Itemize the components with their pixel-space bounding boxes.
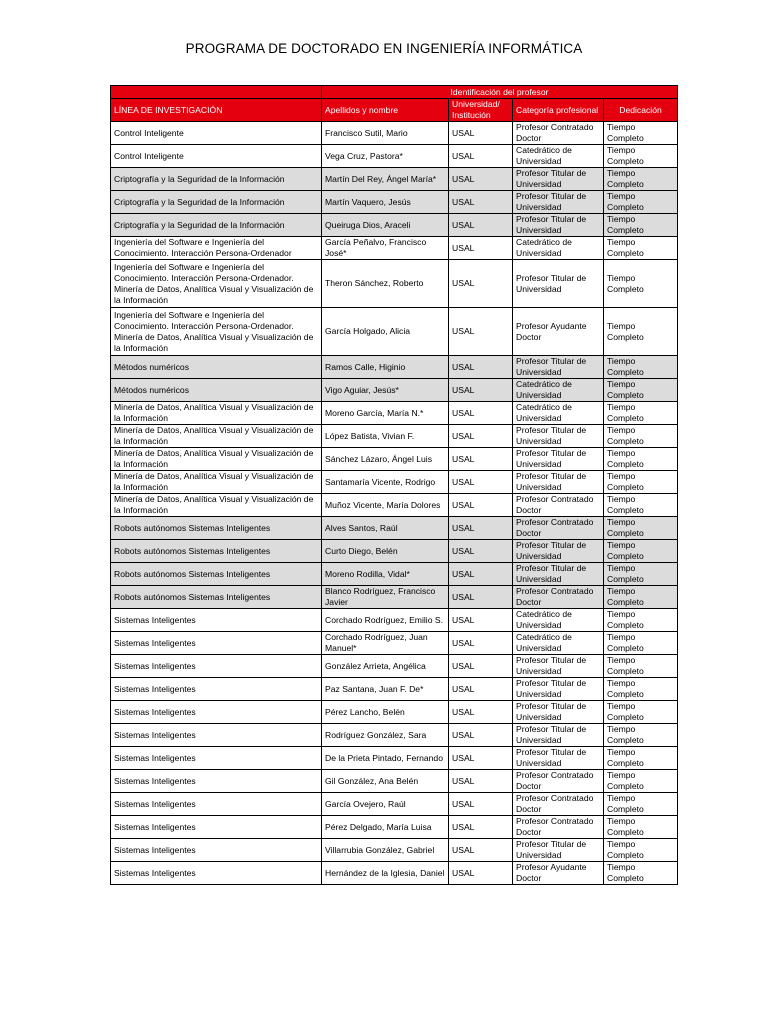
cell-universidad: USAL (449, 632, 513, 655)
cell-dedicacion: Tiempo Completo (604, 655, 678, 678)
cell-nombre: Pérez Lancho, Belén (322, 701, 449, 724)
cell-linea: Minería de Datos, Analítica Visual y Visualización de la Información (111, 494, 322, 517)
cell-nombre: Moreno García, María N.* (322, 402, 449, 425)
cell-dedicacion: Tiempo Completo (604, 237, 678, 260)
cell-categoria: Profesor Titular de Universidad (513, 701, 604, 724)
cell-categoria: Profesor Titular de Universidad (513, 214, 604, 237)
cell-categoria: Profesor Titular de Universidad (513, 356, 604, 379)
cell-nombre: Corchado Rodríguez, Juan Manuel* (322, 632, 449, 655)
table-row (111, 540, 678, 563)
cell-categoria: Profesor Titular de Universidad (513, 448, 604, 471)
cell-linea: Control Inteligente (111, 145, 322, 168)
table-row (111, 655, 678, 678)
cell-linea: Ingeniería del Software e Ingeniería del Conocimiento. Interacción Persona-Ordenador (111, 237, 322, 260)
cell-nombre: Theron Sánchez, Roberto (322, 260, 449, 308)
cell-linea: Criptografía y la Seguridad de la Información (111, 191, 322, 214)
cell-categoria: Profesor Titular de Universidad (513, 839, 604, 862)
cell-categoria: Catedrático de Universidad (513, 145, 604, 168)
cell-dedicacion: Tiempo Completo (604, 724, 678, 747)
cell-categoria: Profesor Contratado Doctor (513, 586, 604, 609)
cell-universidad: USAL (449, 168, 513, 191)
table-row (111, 632, 678, 655)
cell-nombre: Villarrubia González, Gabriel (322, 839, 449, 862)
table-row (111, 862, 678, 885)
cell-categoria: Profesor Contratado Doctor (513, 517, 604, 540)
cell-universidad: USAL (449, 191, 513, 214)
cell-dedicacion: Tiempo Completo (604, 517, 678, 540)
table-row (111, 747, 678, 770)
table-row (111, 793, 678, 816)
cell-nombre: López Batista, Vivian F. (322, 425, 449, 448)
cell-linea: Sistemas Inteligentes (111, 862, 322, 885)
cell-linea: Sistemas Inteligentes (111, 655, 322, 678)
cell-categoria: Profesor Contratado Doctor (513, 122, 604, 145)
cell-categoria: Profesor Titular de Universidad (513, 747, 604, 770)
cell-nombre: Vega Cruz, Pastora* (322, 145, 449, 168)
cell-linea: Sistemas Inteligentes (111, 701, 322, 724)
cell-dedicacion: Tiempo Completo (604, 402, 678, 425)
col-header-nombre: Apellidos y nombre (322, 99, 449, 122)
cell-linea: Métodos numéricos (111, 356, 322, 379)
cell-categoria: Profesor Ayudante Doctor (513, 862, 604, 885)
header-blank (111, 86, 322, 99)
cell-universidad: USAL (449, 494, 513, 517)
cell-categoria: Profesor Titular de Universidad (513, 724, 604, 747)
cell-universidad: USAL (449, 770, 513, 793)
cell-dedicacion: Tiempo Completo (604, 122, 678, 145)
cell-categoria: Profesor Ayudante Doctor (513, 308, 604, 356)
cell-nombre: Francisco Sutil, Mario (322, 122, 449, 145)
cell-universidad: USAL (449, 471, 513, 494)
cell-categoria: Catedrático de Universidad (513, 237, 604, 260)
header-group-identificacion: Identificación del profesor (322, 86, 678, 99)
cell-nombre: Blanco Rodríguez, Francisco Javier (322, 586, 449, 609)
cell-universidad: USAL (449, 586, 513, 609)
cell-linea: Ingeniería del Software e Ingeniería del Conocimiento. Interacción Persona-Ordenador. Minería de Datos, Analítica Visual y Visualización de la Información (111, 308, 322, 356)
page-title: PROGRAMA DE DOCTORADO EN INGENIERÍA INFORMÁTICA (185, 41, 583, 56)
cell-dedicacion: Tiempo Completo (604, 260, 678, 308)
cell-universidad: USAL (449, 655, 513, 678)
cell-linea: Robots autónomos Sistemas Inteligentes (111, 540, 322, 563)
cell-categoria: Catedrático de Universidad (513, 632, 604, 655)
cell-categoria: Profesor Contratado Doctor (513, 770, 604, 793)
cell-linea: Criptografía y la Seguridad de la Información (111, 168, 322, 191)
cell-linea: Sistemas Inteligentes (111, 816, 322, 839)
cell-nombre: García Peñalvo, Francisco José* (322, 237, 449, 260)
cell-linea: Ingeniería del Software e Ingeniería del Conocimiento. Interacción Persona-Ordenador. Minería de Datos, Analítica Visual y Visualización de la Información (111, 260, 322, 308)
cell-categoria: Profesor Titular de Universidad (513, 540, 604, 563)
cell-universidad: USAL (449, 701, 513, 724)
cell-nombre: Martín Del Rey, Ángel María* (322, 168, 449, 191)
cell-categoria: Profesor Titular de Universidad (513, 655, 604, 678)
cell-linea: Sistemas Inteligentes (111, 632, 322, 655)
cell-nombre: Rodríguez González, Sara (322, 724, 449, 747)
cell-nombre: Paz Santana, Juan F. De* (322, 678, 449, 701)
cell-linea: Sistemas Inteligentes (111, 724, 322, 747)
cell-linea: Sistemas Inteligentes (111, 793, 322, 816)
cell-universidad: USAL (449, 214, 513, 237)
cell-dedicacion: Tiempo Completo (604, 379, 678, 402)
cell-linea: Minería de Datos, Analítica Visual y Visualización de la Información (111, 425, 322, 448)
cell-nombre: Gil González, Ana Belén (322, 770, 449, 793)
table-row (111, 145, 678, 168)
col-header-categoria: Categoría profesional (513, 99, 604, 122)
cell-categoria: Profesor Contratado Doctor (513, 816, 604, 839)
cell-nombre: Vigo Aguiar, Jesús* (322, 379, 449, 402)
cell-universidad: USAL (449, 540, 513, 563)
table-row (111, 448, 678, 471)
cell-linea: Minería de Datos, Analítica Visual y Visualización de la Información (111, 448, 322, 471)
table-row (111, 724, 678, 747)
cell-nombre: Santamaría Vicente, Rodrigo (322, 471, 449, 494)
table-row (111, 191, 678, 214)
cell-categoria: Catedrático de Universidad (513, 402, 604, 425)
table-row (111, 308, 678, 356)
cell-dedicacion: Tiempo Completo (604, 701, 678, 724)
table-row (111, 402, 678, 425)
cell-categoria: Profesor Titular de Universidad (513, 563, 604, 586)
cell-dedicacion: Tiempo Completo (604, 839, 678, 862)
cell-dedicacion: Tiempo Completo (604, 494, 678, 517)
cell-dedicacion: Tiempo Completo (604, 678, 678, 701)
cell-dedicacion: Tiempo Completo (604, 862, 678, 885)
cell-dedicacion: Tiempo Completo (604, 632, 678, 655)
cell-linea: Robots autónomos Sistemas Inteligentes (111, 586, 322, 609)
cell-dedicacion: Tiempo Completo (604, 747, 678, 770)
cell-universidad: USAL (449, 747, 513, 770)
cell-linea: Sistemas Inteligentes (111, 609, 322, 632)
cell-nombre: Corchado Rodríguez, Emilio S. (322, 609, 449, 632)
cell-categoria: Profesor Titular de Universidad (513, 168, 604, 191)
table-row (111, 586, 678, 609)
cell-nombre: Martín Vaquero, Jesús (322, 191, 449, 214)
cell-universidad: USAL (449, 122, 513, 145)
table-row (111, 678, 678, 701)
cell-categoria: Profesor Titular de Universidad (513, 260, 604, 308)
cell-universidad: USAL (449, 145, 513, 168)
table-row (111, 237, 678, 260)
cell-dedicacion: Tiempo Completo (604, 770, 678, 793)
table-row (111, 168, 678, 191)
cell-nombre: De la Prieta Pintado, Fernando (322, 747, 449, 770)
cell-linea: Minería de Datos, Analítica Visual y Visualización de la Información (111, 471, 322, 494)
cell-nombre: Queiruga Dios, Araceli (322, 214, 449, 237)
professors-table (110, 85, 678, 885)
cell-linea: Robots autónomos Sistemas Inteligentes (111, 563, 322, 586)
table-row (111, 260, 678, 308)
cell-linea: Sistemas Inteligentes (111, 678, 322, 701)
cell-universidad: USAL (449, 237, 513, 260)
cell-nombre: Muñoz Vicente, María Dolores (322, 494, 449, 517)
cell-linea: Métodos numéricos (111, 379, 322, 402)
cell-categoria: Profesor Titular de Universidad (513, 471, 604, 494)
table-row (111, 563, 678, 586)
cell-universidad: USAL (449, 816, 513, 839)
cell-universidad: USAL (449, 678, 513, 701)
cell-dedicacion: Tiempo Completo (604, 214, 678, 237)
cell-dedicacion: Tiempo Completo (604, 471, 678, 494)
table-row (111, 214, 678, 237)
table-row (111, 356, 678, 379)
cell-dedicacion: Tiempo Completo (604, 586, 678, 609)
table-row (111, 122, 678, 145)
cell-nombre: Pérez Delgado, María Luisa (322, 816, 449, 839)
cell-linea: Minería de Datos, Analítica Visual y Visualización de la Información (111, 402, 322, 425)
col-header-universidad: Universidad/ Institución (449, 99, 513, 122)
cell-categoria: Profesor Titular de Universidad (513, 678, 604, 701)
cell-universidad: USAL (449, 448, 513, 471)
table-row (111, 471, 678, 494)
cell-nombre: González Arrieta, Angélica (322, 655, 449, 678)
cell-universidad: USAL (449, 402, 513, 425)
cell-categoria: Catedrático de Universidad (513, 609, 604, 632)
cell-dedicacion: Tiempo Completo (604, 191, 678, 214)
cell-dedicacion: Tiempo Completo (604, 609, 678, 632)
table-row (111, 701, 678, 724)
table-row (111, 379, 678, 402)
cell-universidad: USAL (449, 308, 513, 356)
cell-categoria: Profesor Contratado Doctor (513, 494, 604, 517)
cell-universidad: USAL (449, 839, 513, 862)
cell-nombre: Alves Santos, Raúl (322, 517, 449, 540)
cell-nombre: Hernández de la Iglesia, Daniel (322, 862, 449, 885)
cell-linea: Sistemas Inteligentes (111, 747, 322, 770)
cell-dedicacion: Tiempo Completo (604, 793, 678, 816)
cell-nombre: Moreno Rodilla, Vidal* (322, 563, 449, 586)
cell-dedicacion: Tiempo Completo (604, 448, 678, 471)
cell-dedicacion: Tiempo Completo (604, 168, 678, 191)
cell-universidad: USAL (449, 862, 513, 885)
cell-nombre: García Ovejero, Raúl (322, 793, 449, 816)
cell-universidad: USAL (449, 425, 513, 448)
cell-nombre: Sánchez Lázaro, Ángel Luis (322, 448, 449, 471)
cell-universidad: USAL (449, 356, 513, 379)
cell-categoria: Catedrático de Universidad (513, 379, 604, 402)
cell-universidad: USAL (449, 517, 513, 540)
cell-dedicacion: Tiempo Completo (604, 816, 678, 839)
cell-universidad: USAL (449, 609, 513, 632)
cell-dedicacion: Tiempo Completo (604, 145, 678, 168)
col-header-dedicacion: Dedicación (604, 99, 678, 122)
cell-categoria: Profesor Titular de Universidad (513, 191, 604, 214)
cell-linea: Sistemas Inteligentes (111, 770, 322, 793)
table-row (111, 816, 678, 839)
cell-linea: Control Inteligente (111, 122, 322, 145)
cell-linea: Robots autónomos Sistemas Inteligentes (111, 517, 322, 540)
cell-linea: Sistemas Inteligentes (111, 839, 322, 862)
table-row (111, 425, 678, 448)
table-row (111, 609, 678, 632)
cell-dedicacion: Tiempo Completo (604, 308, 678, 356)
cell-universidad: USAL (449, 379, 513, 402)
cell-linea: Criptografía y la Seguridad de la Información (111, 214, 322, 237)
cell-universidad: USAL (449, 793, 513, 816)
table-row (111, 839, 678, 862)
cell-dedicacion: Tiempo Completo (604, 540, 678, 563)
cell-nombre: Curto Diego, Belén (322, 540, 449, 563)
cell-dedicacion: Tiempo Completo (604, 356, 678, 379)
table-row (111, 494, 678, 517)
cell-universidad: USAL (449, 724, 513, 747)
cell-universidad: USAL (449, 563, 513, 586)
cell-universidad: USAL (449, 260, 513, 308)
table-row (111, 770, 678, 793)
cell-categoria: Profesor Contratado Doctor (513, 793, 604, 816)
table-row (111, 517, 678, 540)
cell-nombre: García Holgado, Alicia (322, 308, 449, 356)
cell-nombre: Ramos Calle, Higinio (322, 356, 449, 379)
cell-dedicacion: Tiempo Completo (604, 425, 678, 448)
cell-dedicacion: Tiempo Completo (604, 563, 678, 586)
col-header-linea: LÍNEA DE INVESTIGACIÓN (111, 99, 322, 122)
cell-categoria: Profesor Titular de Universidad (513, 425, 604, 448)
